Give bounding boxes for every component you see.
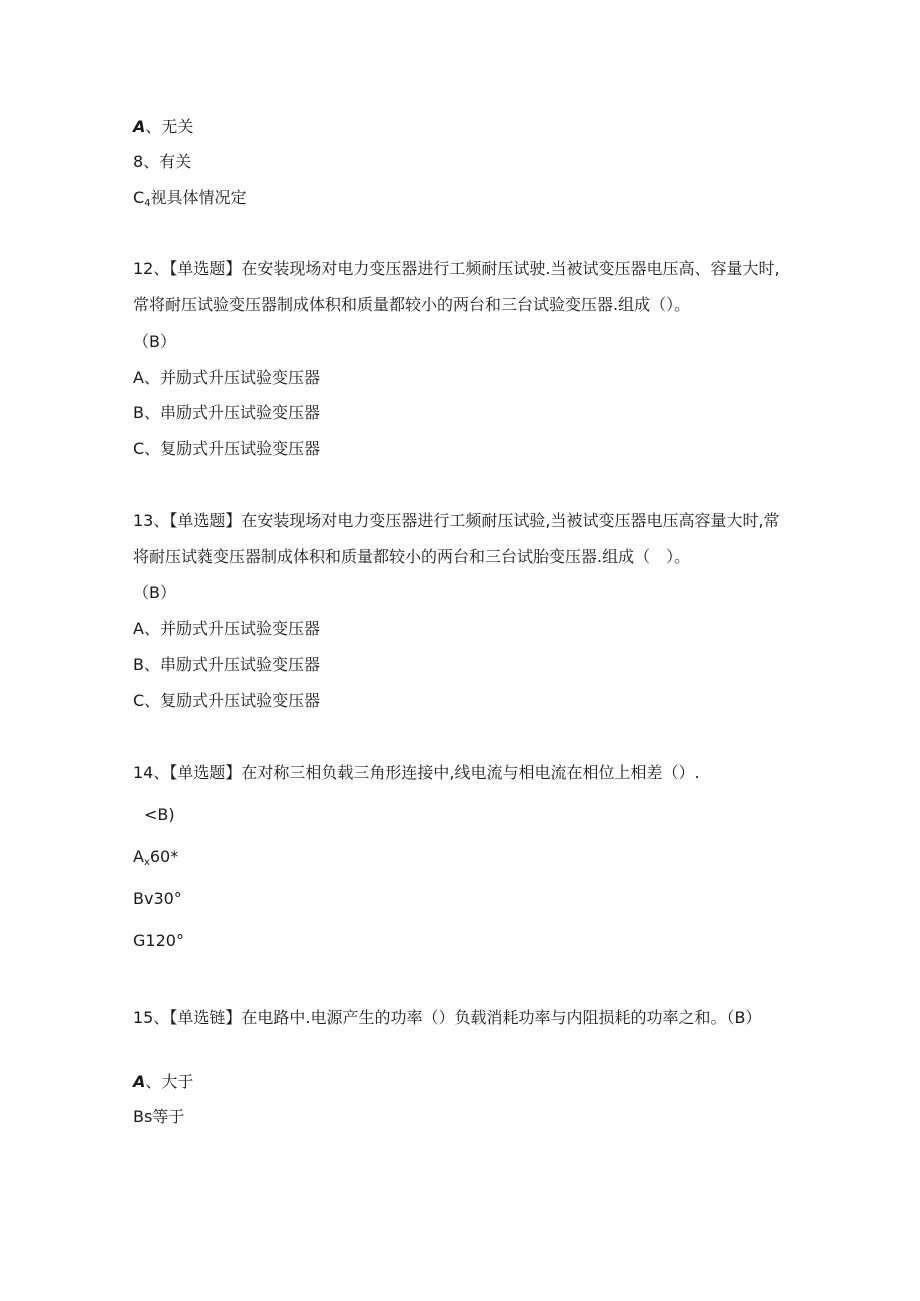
q12-stem: 12、【单选题】在安装现场对电力变压器进行工频耐压试驶.当被试变压器电压高、容量大时,常将耐压试验变压器制成体积和质量都较小的两台和三台试验变压器.组成（）。: [133, 259, 780, 314]
q11-option-b: [133, 151, 191, 173]
q12-option-b: B、串励式升压试验变压器: [133, 403, 320, 422]
q14-stem: 14、【单选题】在对称三相负载三角形连接中,线电流与相电流在相位上相差（）.: [133, 763, 700, 782]
option-sub: x: [143, 857, 150, 868]
option-text: 、有关: [143, 152, 192, 171]
q13-option-b: B、串励式升压试验变压器: [133, 655, 320, 674]
q12-option-a: A、并励式升压试验变压器: [133, 368, 320, 387]
q13-option-c: C、复励式升压试验变压器: [133, 691, 321, 710]
q15-option-a: [133, 1071, 193, 1093]
q12-answer: （B）: [133, 332, 176, 351]
option-key: A: [133, 847, 144, 866]
q14-answer: <B): [144, 805, 175, 824]
option-text: 、大于: [145, 1072, 194, 1091]
option-key: A: [133, 1072, 146, 1091]
option-text: 视具体情况定: [150, 188, 247, 207]
q14-option-c: G120°: [133, 931, 184, 950]
q15-stem: 15、【单选链】在电路中.电源产生的功率（）负载消耗功率与内阻损耗的功率之和。（B）: [133, 1008, 762, 1027]
option-sub: 4: [144, 198, 151, 209]
option-key: 8: [133, 152, 144, 171]
q15-option-b: Bs等于: [133, 1107, 185, 1126]
q14-option-a: [133, 846, 178, 874]
q12-option-c: C、复励式升压试验变压器: [133, 439, 321, 458]
q13-answer: （B）: [133, 583, 176, 602]
q11-option-a: [133, 116, 193, 138]
q13-option-a: A、并励式升压试验变压器: [133, 619, 320, 638]
q11-option-c: [133, 187, 247, 215]
option-key: A: [133, 117, 146, 136]
option-text: 、无关: [145, 117, 194, 136]
q14-option-b: Bv30°: [133, 889, 182, 908]
q13-stem: 13、【单选题】在安装现场对电力变压器进行工频耐压试验,当被试变压器电压高容量大时,常将耐压试蕤变压器制成体积和质量都较小的两台和三台试胎变压器.组成（ ）。: [133, 511, 780, 566]
option-key: C: [133, 188, 145, 207]
option-text: 60*: [149, 847, 179, 866]
